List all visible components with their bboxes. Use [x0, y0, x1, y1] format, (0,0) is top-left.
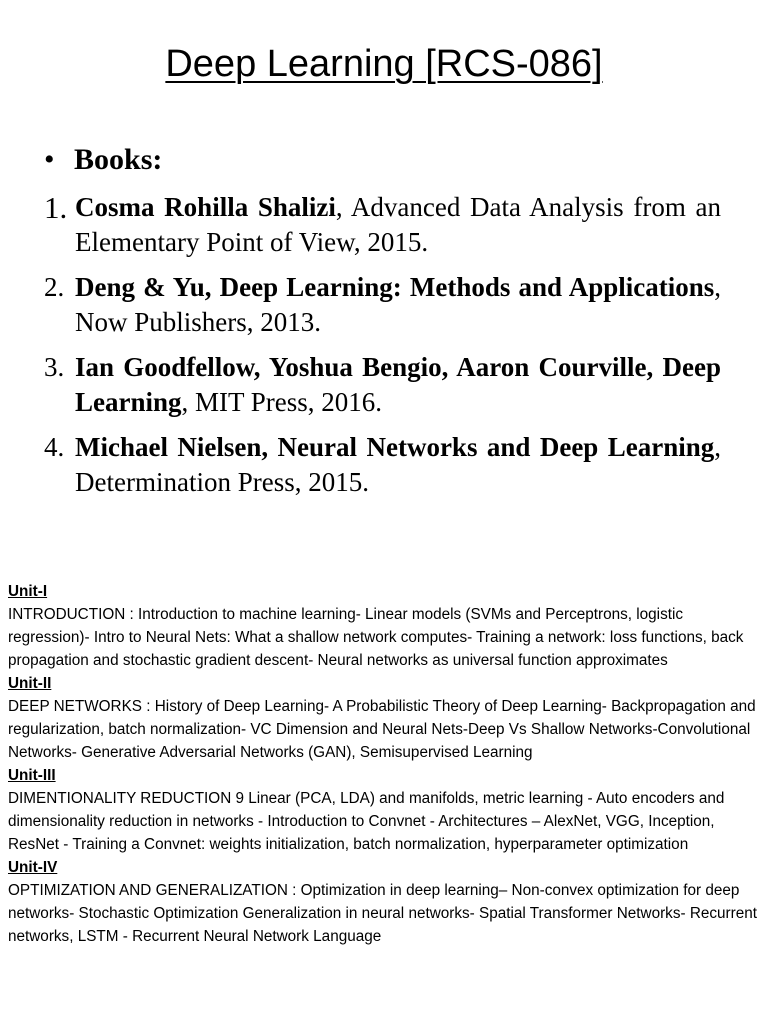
unit-section [8, 672, 764, 764]
book-publication: , MIT Press, 2016. [181, 387, 383, 417]
book-author-title: Michael Nielsen, Neural Networks and Deep Learning [75, 432, 715, 462]
book-number: 2. [44, 272, 65, 302]
unit-section [8, 856, 764, 948]
unit-body: DIMENTIONALITY REDUCTION 9 Linear (PCA, LDA) and manifolds, metric learning - Auto encoders and dimensionality reduction in networks - Introduction to Convnet - Architectures – AlexNet, VGG, Inception, ResNet - Training a Convnet: weights initialization, batch normalization, hyperparameter optimization [8, 790, 725, 853]
syllabus [8, 580, 764, 948]
bullet: • [44, 143, 55, 176]
book-list [44, 190, 721, 510]
book-item [44, 350, 721, 420]
unit-body: INTRODUCTION : Introduction to machine learning- Linear models (SVMs and Perceptrons, logistic regression)- Intro to Neural Nets: What a shallow network computes- Training a network: loss functions, back propagation and stochastic gradient descent- Neural networks as universal function approximates [8, 606, 744, 669]
unit-body: OPTIMIZATION AND GENERALIZATION : Optimization in deep learning– Non-convex optimization for deep networks- Stochastic Optimization Generalization in neural networks- Spatial Transformer Networks- Recurrent networks, LSTM - Recurrent Neural Network Language [8, 882, 757, 945]
books-heading-label: Books: [74, 143, 163, 176]
book-item [44, 430, 721, 500]
book-number: 1. [44, 190, 68, 225]
book-author-title: Cosma Rohilla Shalizi [75, 192, 336, 222]
book-author-title: Ian Goodfellow, Yoshua Bengio, Aaron Courville, Deep Learning [75, 352, 721, 417]
book-item [44, 270, 721, 340]
book-publication: , Advanced Data Analysis from an Elementary Point of View, 2015. [75, 192, 722, 257]
book-publication: , Determination Press, 2015. [75, 432, 721, 497]
page-title: Deep Learning [RCS-086] [165, 43, 603, 85]
unit-heading: Unit-I [8, 583, 48, 600]
book-number: 3. [44, 352, 65, 382]
book-publication: , Now Publishers, 2013. [75, 272, 721, 337]
unit-heading: Unit-IV [8, 859, 58, 876]
book-author-title: Deng & Yu, Deep Learning: Methods and Applications [75, 272, 715, 302]
unit-body: DEEP NETWORKS : History of Deep Learning- A Probabilistic Theory of Deep Learning- Backpropagation and regularization, batch normalization- VC Dimension and Neural Nets-Deep Vs Shallow Networks-Convolutional Networks- Generative Adversarial Networks (GAN), Semisupervised Learning [8, 698, 756, 761]
unit-section [8, 764, 764, 856]
book-number: 4. [44, 432, 65, 462]
unit-section [8, 580, 764, 672]
book-item [44, 190, 721, 260]
unit-heading: Unit-II [8, 675, 52, 692]
unit-heading: Unit-III [8, 767, 56, 784]
books-heading [44, 140, 162, 180]
